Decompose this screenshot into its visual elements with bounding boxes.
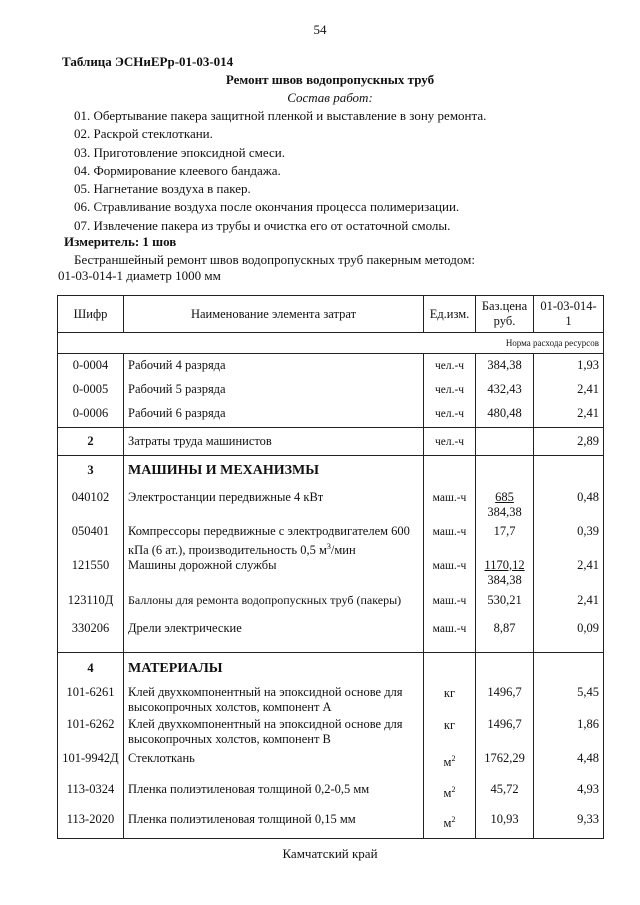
norms-table bbox=[57, 295, 604, 839]
table-row: 101-6262 Клей двухкомпонентный на эпоксидной основе для высокопрочных холстов, компонент В кг 1496,7 1,86 bbox=[58, 715, 604, 749]
work-item: 04. Формирование клеевого бандажа. bbox=[74, 162, 281, 178]
work-item: 06. Стравливание воздуха после окончания процесса полимеризации. bbox=[74, 199, 460, 215]
work-item: 02. Раскрой стеклоткани. bbox=[74, 126, 213, 142]
work-item: 07. Извлечение пакера из трубы и очистка его от остаточной смолы. bbox=[74, 217, 451, 233]
section-row: 3 МАШИНЫ И МЕХАНИЗМЫ bbox=[58, 456, 604, 484]
norm-label-row bbox=[58, 333, 604, 354]
table-name: Таблица ЭСНиЕРр-01-03-014 bbox=[62, 54, 234, 69]
section-row: 4 МАТЕРИАЛЫ bbox=[58, 653, 604, 681]
table-row: 0-0004 Рабочий 4 разряда чел.-ч 384,38 1,93 bbox=[58, 354, 604, 378]
page-number: 54 bbox=[313, 22, 327, 37]
table-row: 113-0324 Пленка полиэтиленовая толщиной 0,2-0,5 мм $м^2$ 45,72 4,93 bbox=[58, 778, 604, 808]
table-row: 330206 Дрели электрические маш.-ч 8,87 0,09 bbox=[58, 619, 604, 653]
header-price: Баз.цена руб. bbox=[476, 296, 534, 333]
table-title: Ремонт швов водопропускных труб bbox=[225, 72, 435, 87]
header-name: Наименование элемента затрат bbox=[124, 296, 424, 333]
work-description: Бестраншейный ремонт швов водопропускных труб пакерным методом: bbox=[74, 252, 475, 267]
header-code: Шифр bbox=[58, 296, 124, 333]
table-row: 0-0005 Рабочий 5 разряда чел.-ч 432,43 2,41 bbox=[58, 378, 604, 402]
table-row: 123110Д Баллоны для ремонта водопропускных труб (пакеры) маш.-ч 530,21 2,41 bbox=[58, 593, 604, 619]
works-subtitle: Состав работ: bbox=[287, 90, 373, 105]
table-row: 113-2020 Пленка полиэтиленовая толщиной 0,15 мм $м^2$ 10,93 9,33 bbox=[58, 808, 604, 839]
page-footer-region: Камчатский край bbox=[282, 846, 378, 861]
table-row: 101-6261 Клей двухкомпонентный на эпоксидной основе для высокопрочных холстов, компонент А кг 1496,7 5,45 bbox=[58, 681, 604, 715]
norm-code-line: 01-03-014-1 диаметр 1000 мм bbox=[58, 268, 221, 283]
table-row: 2 Затраты труда машинистов чел.-ч 2,89 bbox=[58, 428, 604, 456]
work-item: 01. Обертывание пакера защитной пленкой и выставление в зону ремонта. bbox=[74, 108, 487, 123]
work-item: 05. Нагнетание воздуха в пакер. bbox=[74, 181, 251, 197]
works-list bbox=[74, 107, 486, 235]
norm-label: Норма расхода ресурсов bbox=[58, 333, 604, 354]
table-row: 050401 Компрессоры передвижные с электродвигателем 600 кПа (6 ат.), производительность 0,5 $м^3$/мин маш.-ч 17,7 0,39 bbox=[58, 520, 604, 558]
table-row: 101-9942Д Стеклоткань $м^2$ 1762,29 4,48 bbox=[58, 749, 604, 778]
table-row: 121550 Машины дорожной службы маш.-ч 1170,12 384,38 2,41 bbox=[58, 558, 604, 593]
table-row: 040102 Электростанции передвижные 4 кВт маш.-ч 685 384,38 0,48 bbox=[58, 484, 604, 520]
work-item: 03. Приготовление эпоксидной смеси. bbox=[74, 144, 285, 160]
header-unit: Ед.изм. bbox=[424, 296, 476, 333]
table-row: 0-0006 Рабочий 6 разряда чел.-ч 480,48 2,41 bbox=[58, 402, 604, 428]
table-header-row bbox=[58, 296, 604, 333]
header-norm: 01-03-014-1 bbox=[534, 296, 604, 333]
measure-unit: Измеритель: 1 шов bbox=[64, 234, 177, 249]
